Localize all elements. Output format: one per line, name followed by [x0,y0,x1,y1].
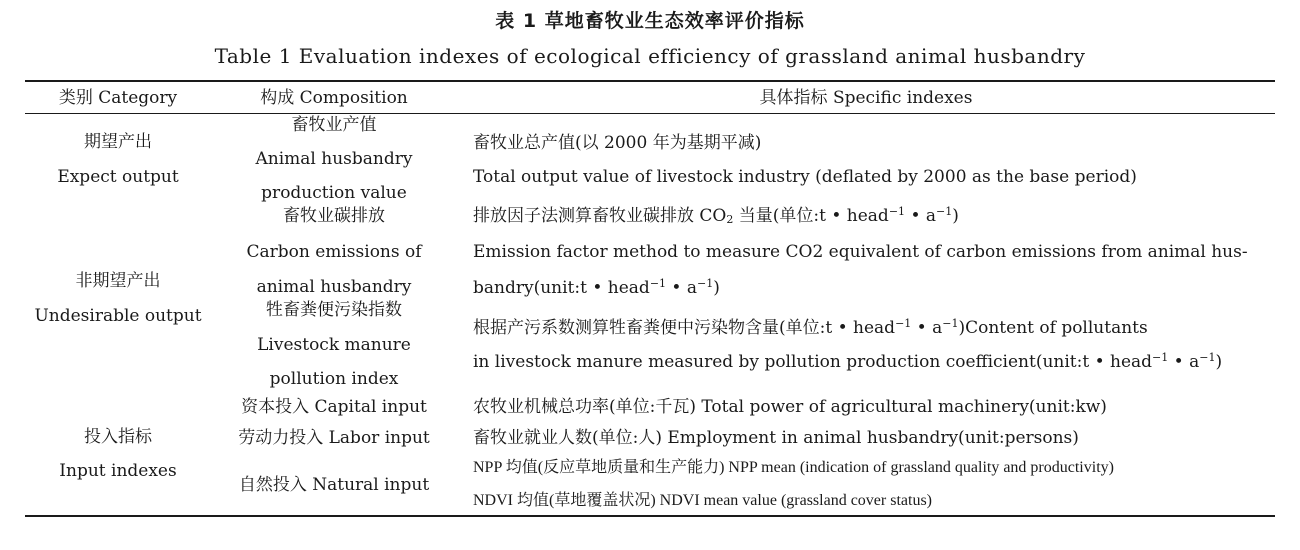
category-input-cn: 投入指标 [84,427,152,447]
header-composition: 构成 Composition [260,88,408,108]
spec-natural-ndvi: NDVI 均值(草地覆盖状况) NDVI mean value (grassland cover status) [473,492,933,509]
composition-capital: 资本投入 Capital input [241,397,427,417]
spec-manure-2: in livestock manure measured by pollution production coefficient(unit:t • head$^{-1}$ • $a^{-1}$) [473,351,1223,372]
table-title-en: Table 1 Evaluation indexes of ecological efficiency of grassland animal husbandry [214,44,1086,68]
composition-manure-en1: Livestock manure [257,335,411,355]
spec-production-cn: 畜牧业总产值(以 2000 年为基期平减) [473,133,762,153]
composition-natural: 自然投入 Natural input [238,475,430,495]
composition-production-en2: production value [261,183,407,203]
bottom-rule [25,515,1275,517]
composition-carbon-en1: Carbon emissions of [246,242,422,262]
composition-carbon-en2: animal husbandry [256,277,412,297]
composition-carbon-cn: 畜牧业碳排放 [283,206,385,226]
spec-manure-1: 根据产污系数测算牲畜粪便中污染物含量(单位:t • head$^{-1}$ • $a^{-1})Content$ of pollutants [473,317,1148,338]
spec-capital: 农牧业机械总功率(单位:千瓦) Total power of agricultural machinery(unit:kw) [473,397,1107,417]
composition-manure-en2: pollution index [269,369,399,389]
category-undesirable-cn: 非期望产出 [75,271,161,291]
top-rule [25,80,1275,82]
spec-carbon-en2: bandry(unit:t • head$^{-1}$ • $a^{-1}$) [473,277,720,298]
spec-carbon-cn: 排放因子法测算畜牧业碳排放 $CO_2$ 当量(单位:t • head$^{-1}$ • $a^{-1}$) [473,205,959,226]
category-input-en: Input indexes [59,461,177,481]
composition-labor: 劳动力投入 Labor input [238,428,430,448]
category-undesirable-en: Undesirable output [34,306,202,326]
header-specific: 具体指标 Specific indexes [759,88,973,108]
composition-production-cn: 畜牧业产值 [291,115,377,135]
spec-carbon-en1: Emission factor method to measure CO2 equivalent of carbon emissions from animal hus- [473,242,1248,262]
category-expected-en: Expect output [57,167,179,187]
header-category: 类别 Category [58,88,178,108]
spec-production-en: Total output value of livestock industry (deflated by 2000 as the base period) [473,167,1137,187]
table-title-cn: 表 1 草地畜牧业生态效率评价指标 [495,10,805,32]
spec-natural-npp: NPP 均值(反应草地质量和生产能力) NPP mean (indication of grassland quality and productivity) [473,459,1114,476]
category-expected-cn: 期望产出 [84,132,152,152]
composition-manure-cn: 牲畜粪便污染指数 [266,300,402,320]
header-rule [25,113,1275,114]
composition-production-en1: Animal husbandry [255,149,413,169]
spec-labor: 畜牧业就业人数(单位:人) Employment in animal husbandry(unit:persons) [473,428,1079,448]
